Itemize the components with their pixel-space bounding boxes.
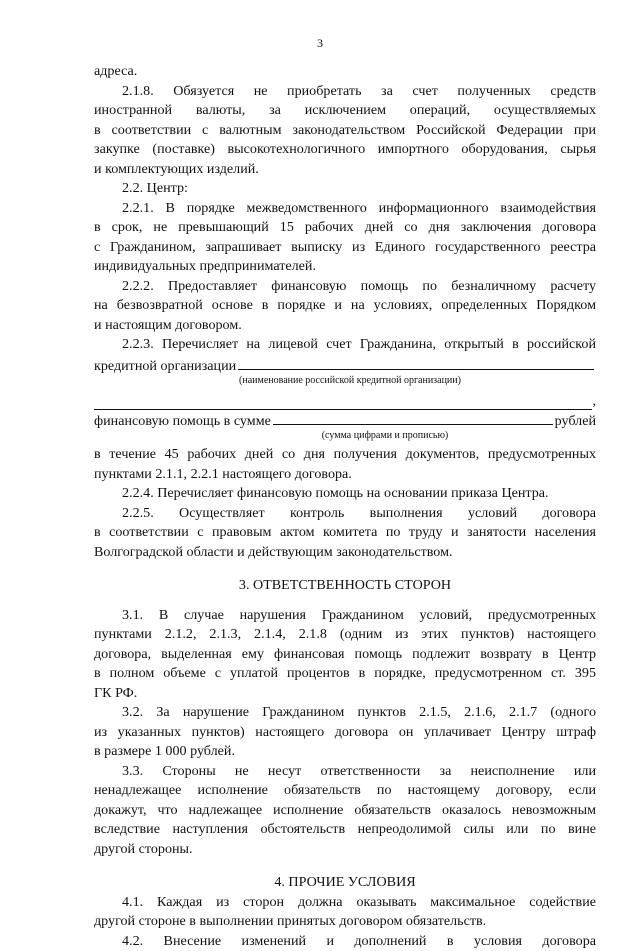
amount-label: финансовую помощь в сумме <box>94 412 271 432</box>
clause-4-1: 4.1. Каждая из сторон должна оказывать максимальное содействие <box>94 893 596 913</box>
text-line: в соответствии с правовым актом комитета по труду и занятости населения <box>94 523 596 543</box>
clause-2-1-8: 2.1.8. Обязуется не приобретать за счет полученных средств <box>94 82 596 102</box>
currency-label: рублей <box>555 412 596 432</box>
clause-2-2-4: 2.2.4. Перечисляет финансовую помощь на основании приказа Центра. <box>94 484 596 504</box>
clause-4-2: 4.2. Внесение изменений и дополнений в условия договора <box>94 932 596 951</box>
text-line: в размере 1 000 рублей. <box>94 742 596 762</box>
bank-name-continuation-blank[interactable] <box>94 395 592 410</box>
clause-3-2: 3.2. За нарушение Гражданином пунктов 2.1.5, 2.1.6, 2.1.7 (одного <box>94 703 596 723</box>
clause-3-1: 3.1. В случае нарушения Гражданином условий, предусмотренных <box>94 606 596 626</box>
amount-field-row <box>94 410 596 430</box>
text-line: в соответствии с валютным законодательством Российской Федерации при <box>94 121 596 141</box>
text-line: пунктами 2.1.1, 2.2.1 настоящего договора. <box>94 465 596 485</box>
text-line: в течение 45 рабочих дней со дня получения документов, предусмотренных <box>94 445 596 465</box>
text-line: и настоящим договором. <box>94 316 596 336</box>
clause-2-2: 2.2. Центр: <box>94 179 596 199</box>
text-line: ГК РФ. <box>94 684 596 704</box>
text-line: в срок, не превышающий 15 рабочих дней со дня заключения договора <box>94 218 596 238</box>
text-line: докажут, что надлежащее исполнение обязательств оказалось невозможным <box>94 801 596 821</box>
text-line: пунктами 2.1.2, 2.1.3, 2.1.4, 2.1.8 (одним из этих пунктов) настоящего <box>94 625 596 645</box>
section-4-heading: 4. ПРОЧИЕ УСЛОВИЯ <box>94 873 596 893</box>
bank-name-field-row <box>94 355 596 375</box>
section-3-heading: 3. ОТВЕТСТВЕННОСТЬ СТОРОН <box>94 576 596 596</box>
text-line: из указанных пунктов) настоящего договора он уплачивает Центру штраф <box>94 723 596 743</box>
text-line: другой стороне в выполнении принятых договором обязательств. <box>94 912 596 932</box>
text-line: адреса. <box>94 62 596 82</box>
clause-2-2-5: 2.2.5. Осуществляет контроль выполнения условий договора <box>94 504 596 524</box>
text-line: в полном объеме с уплатой процентов в порядке, предусмотренном ст. 395 <box>94 664 596 684</box>
page-number: 3 <box>0 36 640 51</box>
bank-name-continuation-row <box>94 390 596 410</box>
text-line: индивидуальных предпринимателей. <box>94 257 596 277</box>
amount-hint: (сумма цифрами и прописью) <box>94 429 596 445</box>
text-line: с Гражданином, запрашивает выписку из Единого государственного реестра <box>94 238 596 258</box>
text-line: закупке (поставке) высокотехнологичного импортного оборудования, сырья <box>94 140 596 160</box>
clause-2-2-1: 2.2.1. В порядке межведомственного информационного взаимодействия <box>94 199 596 219</box>
clause-2-2-2: 2.2.2. Предоставляет финансовую помощь по безналичному расчету <box>94 277 596 297</box>
clause-3-3: 3.3. Стороны не несут ответственности за неисполнение или <box>94 762 596 782</box>
text-line: и комплектующих изделий. <box>94 160 596 180</box>
text-line: другой стороны. <box>94 840 596 860</box>
text-line: вследствие наступления обстоятельств непреодолимой силы или по вине <box>94 820 596 840</box>
bank-name-blank[interactable] <box>238 355 594 370</box>
text-line: договора, выделенная ему финансовая помощь подлежит возврату в Центр <box>94 645 596 665</box>
text-line: кредитной организации <box>94 357 236 377</box>
comma: , <box>592 393 596 410</box>
text-line: Волгоградской области и действующим законодательством. <box>94 543 596 563</box>
clause-2-2-3: 2.2.3. Перечисляет на лицевой счет Гражданина, открытый в российской <box>94 335 596 355</box>
bank-name-hint: (наименование российской кредитной организации) <box>94 374 596 390</box>
text-line: на безвозвратной основе в порядке и на условиях, определенных Порядком <box>94 296 596 316</box>
text-line: ненадлежащее исполнение обязательств по настоящему договору, если <box>94 781 596 801</box>
amount-blank[interactable] <box>273 410 553 425</box>
document-body <box>94 62 596 951</box>
text-line: иностранной валюты, за исключением операций, осуществляемых <box>94 101 596 121</box>
